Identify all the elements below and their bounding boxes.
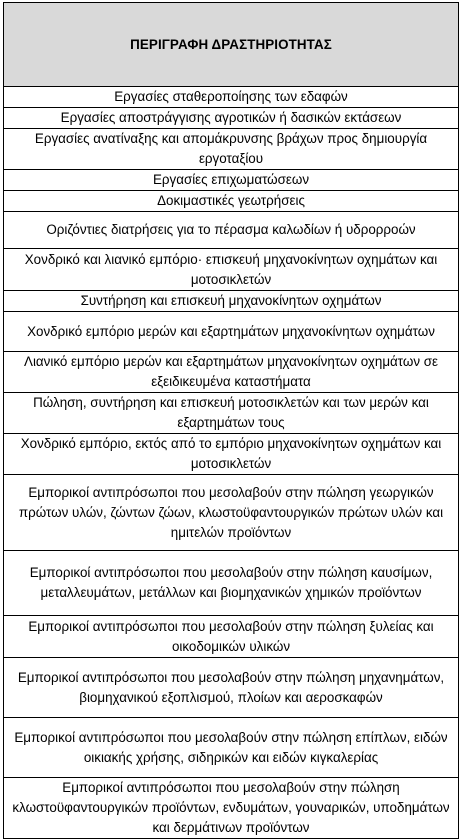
table-row — [4, 87, 459, 108]
table-row — [4, 108, 459, 129]
table-cell: Εμπορικοί αντιπρόσωποι που μεσολαβούν στην πώληση επίπλων, ειδών οικιακής χρήσης, σιδηρικών και ειδών κιγκαλερίας — [4, 718, 459, 778]
table-row — [4, 212, 459, 249]
table-row — [4, 551, 459, 616]
table-cell: Λιανικό εμπόριο μερών και εξαρτημάτων μηχανοκίνητων οχημάτων σε εξειδικευμένα καταστήματα — [4, 352, 459, 393]
table-cell: Χονδρικό και λιανικό εμπόριο· επισκευή μηχανοκίνητων οχημάτων και μοτοσικλετών — [4, 249, 459, 291]
table-row — [4, 658, 459, 718]
table-cell: Εργασίες επιχωματώσεων — [4, 170, 459, 191]
table-row — [4, 434, 459, 475]
table-cell: Συντήρηση και επισκευή μηχανοκίνητων οχημάτων — [4, 291, 459, 312]
table-cell: Εργασίες σταθεροποίησης των εδαφών — [4, 87, 459, 108]
table-row — [4, 129, 459, 170]
table-cell: Χονδρικό εμπόριο μερών και εξαρτημάτων μηχανοκίνητων οχημάτων — [4, 312, 459, 352]
table-cell: Χονδρικό εμπόριο, εκτός από το εμπόριο μηχανοκίνητων οχημάτων και μοτοσικλετών — [4, 434, 459, 475]
table-cell: Εμπορικοί αντιπρόσωποι που μεσολαβούν στην πώληση κλωστοϋφαντουργικών προϊόντων, ενδυμάτων, γουναρικών, υποδημάτων και δερμάτινων προϊόντων — [4, 778, 459, 839]
table-cell: Εμπορικοί αντιπρόσωποι που μεσολαβούν στην πώληση ξυλείας και οικοδομικών υλικών — [4, 616, 459, 658]
column-header-activity-description: ΠΕΡΙΓΡΑΦΗ ΔΡΑΣΤΗΡΙΟΤΗΤΑΣ — [4, 3, 459, 87]
table-row — [4, 778, 459, 839]
table-row — [4, 718, 459, 778]
table-cell: Οριζόντιες διατρήσεις για το πέρασμα καλωδίων ή υδρορροών — [4, 212, 459, 249]
table-cell: Εμπορικοί αντιπρόσωποι που μεσολαβούν στην πώληση καυσίμων, μεταλλευμάτων, μετάλλων και βιομηχανικών χημικών προϊόντων — [4, 551, 459, 616]
table-row — [4, 191, 459, 212]
table-cell: Εργασίες αποστράγγισης αγροτικών ή δασικών εκτάσεων — [4, 108, 459, 129]
table-row — [4, 352, 459, 393]
table-row — [4, 249, 459, 291]
table-row — [4, 616, 459, 658]
table-cell: Δοκιμαστικές γεωτρήσεις — [4, 191, 459, 212]
table-cell: Πώληση, συντήρηση και επισκευή μοτοσικλετών και των μερών και εξαρτημάτων τους — [4, 393, 459, 434]
table-cell: Εμπορικοί αντιπρόσωποι που μεσολαβούν στην πώληση γεωργικών πρώτων υλών, ζώντων ζώων, κλωστοϋφαντουργικών πρώτων υλών και ημιτελών προϊόντων — [4, 475, 459, 551]
table-cell: Εμπορικοί αντιπρόσωποι που μεσολαβούν στην πώληση μηχανημάτων, βιομηχανικού εξοπλισμού, πλοίων και αεροσκαφών — [4, 658, 459, 718]
table-row — [4, 170, 459, 191]
table-cell: Εργασίες ανατίναξης και απομάκρυνσης βράχων προς δημιουργία εργοταξίου — [4, 129, 459, 170]
table-row — [4, 312, 459, 352]
table-header-row — [4, 3, 459, 87]
table-row — [4, 291, 459, 312]
activity-table — [3, 2, 459, 839]
table-row — [4, 475, 459, 551]
table-row — [4, 393, 459, 434]
